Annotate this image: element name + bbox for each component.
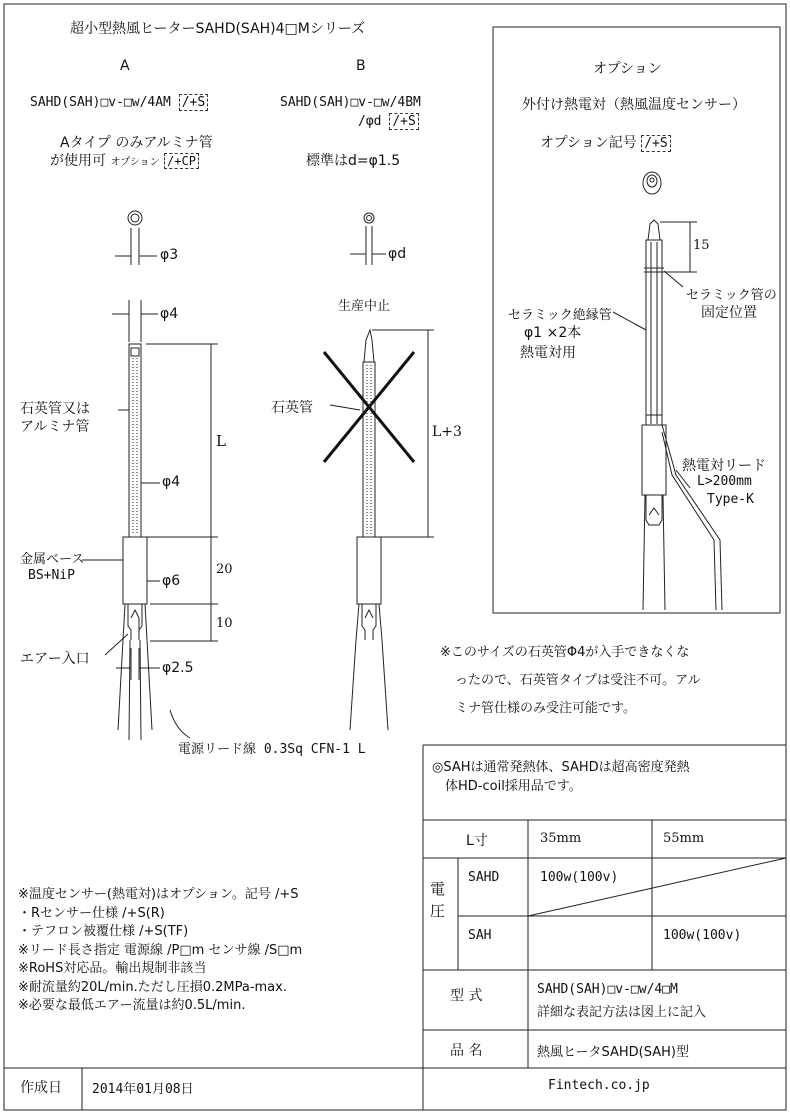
lead-label3: Type-K <box>707 492 754 507</box>
a-phi4-top: φ4 <box>160 306 179 322</box>
insulation-label2: φ1 ×2本 <box>524 325 582 341</box>
insulation-label1: セラミック絶縁管 <box>508 308 612 323</box>
option-code-label: オプション記号 <box>540 135 637 151</box>
col-b-letter: B <box>356 58 366 74</box>
a-phi6: φ6 <box>162 573 181 589</box>
col-a-model <box>30 95 208 110</box>
a-air-inlet: エアー入口 <box>20 651 90 667</box>
table-voltage: 電圧 <box>430 880 446 920</box>
option-code <box>540 132 671 152</box>
discontinued-cross <box>324 352 414 462</box>
table-sah: SAH <box>468 928 492 943</box>
a-tube-label1: 石英管又は <box>20 401 90 417</box>
table-desc1: ◎SAHは通常発熱体、SAHDは超高密度発熱 <box>432 760 690 775</box>
a-base-label1: 金属ベース <box>20 552 85 567</box>
table-type-value1: SAHD(SAH)□v-□w/4□M <box>537 982 678 997</box>
option-line1: 外付け熱電対（熱風温度センサー） <box>522 97 746 113</box>
heater-a-drawing <box>82 211 218 740</box>
note-item: ※耐流量約20L/min.ただし圧損0.2MPa-max. <box>18 979 287 995</box>
table-desc2: 体HD-coil採用品です。 <box>445 779 582 794</box>
col-a-note1: Aタイプ のみアルミナ管 <box>60 135 213 151</box>
col-a-note2-option-label: オプション <box>110 157 160 168</box>
note-item: ※温度センサー(熱電対)はオプション。記号 /+S <box>18 887 299 902</box>
footer-company: Fintech.co.jp <box>548 1078 650 1093</box>
col-a-note2 <box>50 150 199 170</box>
footer-date: 2014年01月08日 <box>92 1082 194 1097</box>
col-a-model-option: /+S <box>179 94 208 111</box>
table-sahd: SAHD <box>468 870 500 885</box>
notice-line2: ったので、石英管タイプは受注不可。アル <box>455 673 701 688</box>
option-code-value: /+S <box>641 135 670 152</box>
notice-line3: ミナ管仕様のみ受注可能です。 <box>455 701 636 716</box>
b-quartz: 石英管 <box>271 400 313 416</box>
col-b-model: SAHD(SAH)□v-□w/4BM <box>280 95 421 110</box>
a-phi3: φ3 <box>160 247 179 263</box>
notes-list <box>18 886 302 1016</box>
table-sahd-35: 100w(100v) <box>540 870 619 885</box>
insulation-label3: 熱電対用 <box>520 345 576 361</box>
ceramic-pos-label2: 固定位置 <box>701 305 757 321</box>
footer-created-label: 作成日 <box>20 1080 62 1096</box>
ceramic-pos-label1: セラミック管の <box>686 288 777 303</box>
table-l-header: L寸 <box>466 833 488 849</box>
note-item: ※RoHS対応品。輸出規制非該当 <box>18 961 207 976</box>
notice-line1: ※このサイズの石英管Φ4が入手できなくな <box>440 645 690 660</box>
page-title: 超小型熱風ヒーターSAHD(SAH)4□Mシリーズ <box>70 21 366 37</box>
col-a-note2-option: /+CP <box>164 153 199 169</box>
col-a-letter: A <box>120 58 130 74</box>
option-heading: オプション <box>593 61 662 77</box>
heater-b-drawing <box>330 213 434 730</box>
a-power-lead: 電源リード線 0.3Sq CFN-1 L <box>178 742 366 757</box>
col-b-model-phid: /φd <box>358 114 382 129</box>
lead-label1: 熱電対リード <box>682 458 766 474</box>
note-item: ・Rセンサー仕様 /+S(R) <box>18 905 165 921</box>
a-dim-20: 20 <box>216 562 233 577</box>
table-l55: 55mm <box>663 831 705 846</box>
b-dim-L3: L+3 <box>432 424 462 440</box>
a-base-label2: BS+NiP <box>28 568 75 583</box>
note-item: ※必要な最低エアー流量は約0.5L/min. <box>18 998 246 1013</box>
lead-label2: L>200mm <box>697 474 752 489</box>
table-name-value: 熱風ヒータSAHD(SAH)型 <box>537 1045 689 1060</box>
col-b-model-line2 <box>358 114 419 129</box>
table-type-label: 型 式 <box>450 988 483 1004</box>
a-phi4-mid: φ4 <box>162 474 181 490</box>
a-dim-10: 10 <box>216 616 233 631</box>
b-phid: φd <box>388 246 407 262</box>
col-b-model-option: /+S <box>389 113 418 130</box>
a-phi25: φ2.5 <box>162 660 194 676</box>
table-l35: 35mm <box>540 831 582 846</box>
note-item: ・テフロン被覆仕様 /+S(TF) <box>18 924 189 939</box>
note-item: ※リード長さ指定 電源線 /P□m センサ線 /S□m <box>18 942 303 958</box>
option-dim-15: 15 <box>693 238 710 253</box>
col-b-standard: 標準はd=φ1.5 <box>306 153 401 169</box>
a-dim-L: L <box>216 432 226 450</box>
col-a-model-text: SAHD(SAH)□v-□w/4AM <box>30 95 171 110</box>
table-type-value2: 詳細な表記方法は図上に記入 <box>537 1005 707 1020</box>
table-name-label: 品 名 <box>450 1043 483 1059</box>
a-tube-label2: アルミナ管 <box>20 419 90 435</box>
table-sah-55: 100w(100v) <box>663 928 742 943</box>
col-a-note2-text: が使用可 <box>50 153 111 169</box>
b-discontinued: 生産中止 <box>338 299 391 314</box>
